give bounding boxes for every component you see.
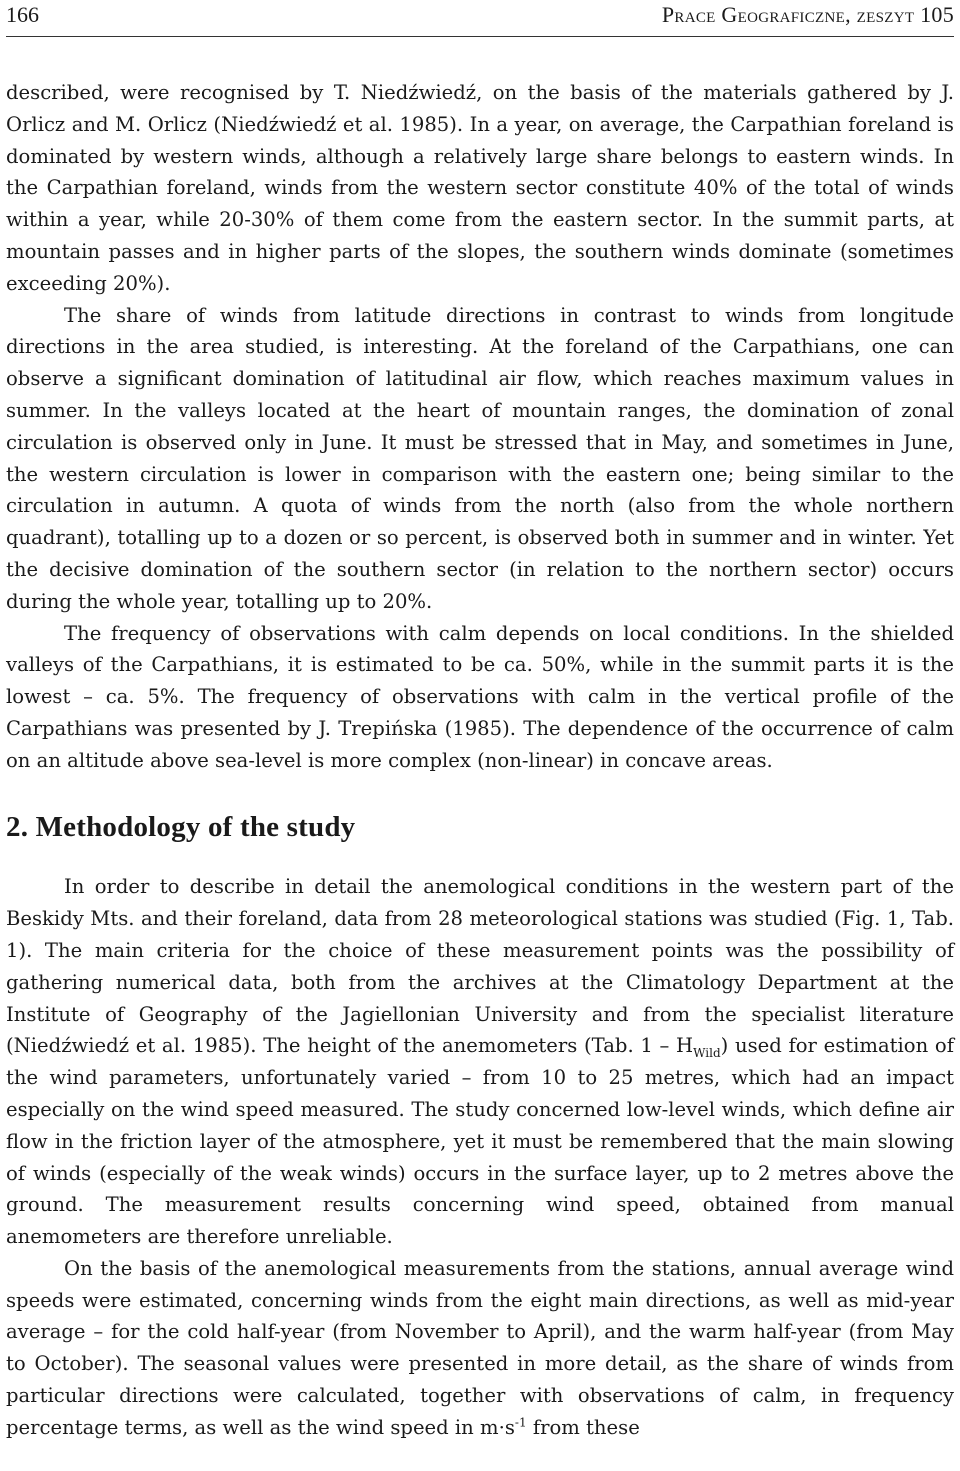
paragraph-wind-directions: The share of winds from latitude directions in contrast to winds from longitude directions in the area studied, is interesting. At the foreland of the Carpathians, one can observe a significant domination of latitudinal air flow, which reaches maximum values in summer. In the valleys located at the heart of mountain ranges, the domination of zonal circulation is observed only in June. It must be stressed that in May, and sometimes in June, the western circulation is lower in comparison with the eastern one; being similar to the circulation in autumn. A quota of winds from the north (also from the whole northern quadrant), totalling up to a dozen or so percent, is observed both in summer and in winter. Yet the decisive domination of the southern sector (in relation to the northern sector) occurs during the whole year, totalling up to 20%. bbox=[6, 303, 954, 613]
methodology-text-a: In order to describe in detail the anemological conditions in the western part of the Beskidy Mts. and their foreland, data from 28 meteorological stations was studied (Fig. 1, Tab. 1). The main criteria for the choice of these measurement points was the possibility of gathering numerical data, both from the archives at the Climatology Department at the Institute of Geography of the Jagiellonian University and from the specialist literature (Niedźwiedź et al. 1985). The height of the anemometers (Tab. 1 – H bbox=[6, 875, 954, 1058]
unit-exponent: -1 bbox=[514, 1415, 527, 1430]
measurements-text-a: On the basis of the anemological measurements from the stations, annual average wind speeds were estimated, concerning winds from the eight main directions, as well as mid-year average – for the cold half-year (from November to April), and the warm half-year (from May to October). The seasonal values were presented in more detail, as the share of winds from particular directions were calculated, together with observations of calm, in frequency percentage terms, as well as the wind speed in m bbox=[6, 1256, 954, 1439]
paragraph-calm-frequency: The frequency of observations with calm depends on local conditions. In the shielded valleys of the Carpathians, it is estimated to be ca. 50%, while in the summit parts it is the lowest – ca. 5%. The frequency of observations with calm in the vertical profile of the Carpathians was presented by J. Trepińska (1985). The dependence of the occurrence of calm on an altitude above sea-level is more complex (non-linear) in concave areas. bbox=[6, 621, 954, 772]
running-header bbox=[6, 0, 954, 37]
body-text bbox=[6, 77, 954, 1444]
paragraph-measurements bbox=[6, 1253, 954, 1444]
journal-title: Prace Geograficzne, zeszyt 105 bbox=[661, 2, 954, 27]
section-heading: 2. Methodology of the study bbox=[6, 810, 356, 843]
anemometer-subscript: Wild bbox=[693, 1046, 721, 1061]
methodology-text-b: ) used for estimation of the wind parameters, unfortunately varied – from 10 to 25 metres, which had an impact especially on the wind speed measured. The study concerned low-level winds, which define air flow in the friction layer of the atmosphere, yet it must be remembered that the main slowing of winds (especially of the weak winds) occurs in the surface layer, up to 2 metres above the ground. The measurement results concerning wind speed, obtained from manual anemometers are therefore unreliable. bbox=[6, 1034, 954, 1249]
unit-dot-s: ·s bbox=[498, 1415, 515, 1439]
measurements-text-b: from these bbox=[526, 1415, 640, 1439]
paragraph-methodology bbox=[6, 871, 954, 1253]
paragraph-continued: described, were recognised by T. Niedźwiedź, on the basis of the materials gathered by J. Orlicz and M. Orlicz (Niedźwiedź et al. 1985). In a year, on average, the Carpathian foreland is dominated by western winds, although a relatively large share belongs to eastern winds. In the Carpathian foreland, winds from the western sector constitute 40% of the total of winds within a year, while 20-30% of them come from the eastern sector. In the summit parts, at mountain passes and in higher parts of the slopes, the southern winds dominate (sometimes exceeding 20%). bbox=[6, 81, 954, 295]
page-number: 166 bbox=[6, 2, 39, 27]
page bbox=[6, 0, 954, 1444]
